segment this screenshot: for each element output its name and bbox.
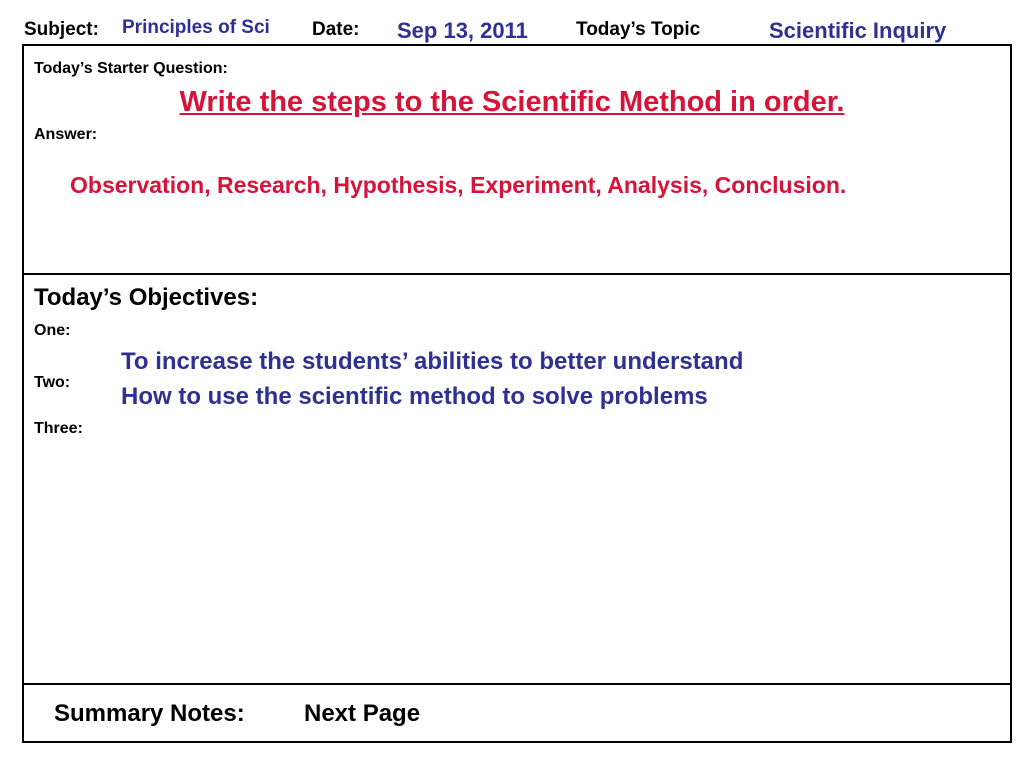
objective-one-label: One: (34, 322, 71, 339)
objectives-title: Today’s Objectives: (34, 284, 259, 311)
subject-value: Principles of Sci (122, 17, 270, 38)
objective-two-label: Two: (34, 374, 71, 391)
objectives-box (22, 273, 1012, 685)
subject-label: Subject: (24, 19, 99, 40)
starter-question-label: Today’s Starter Question: (34, 60, 228, 77)
date-value: Sep 13, 2011 (397, 18, 528, 43)
summary-notes-label: Summary Notes: (54, 700, 245, 727)
objective-three-label: Three: (34, 420, 83, 437)
date-label: Date: (312, 19, 360, 40)
objective-text-line-1: To increase the students’ abilities to better understand (121, 348, 744, 375)
starter-question-text: Write the steps to the Scientific Method in order. (179, 86, 845, 118)
answer-text: Observation, Research, Hypothesis, Experiment, Analysis, Conclusion. (70, 172, 847, 198)
answer-label: Answer: (34, 126, 98, 143)
summary-notes-value: Next Page (304, 700, 421, 727)
objective-text-line-2: How to use the scientific method to solve problems (121, 383, 708, 410)
topic-label: Today’s Topic (576, 19, 701, 40)
topic-value: Scientific Inquiry (769, 18, 947, 43)
starter-question-box (22, 44, 1012, 275)
